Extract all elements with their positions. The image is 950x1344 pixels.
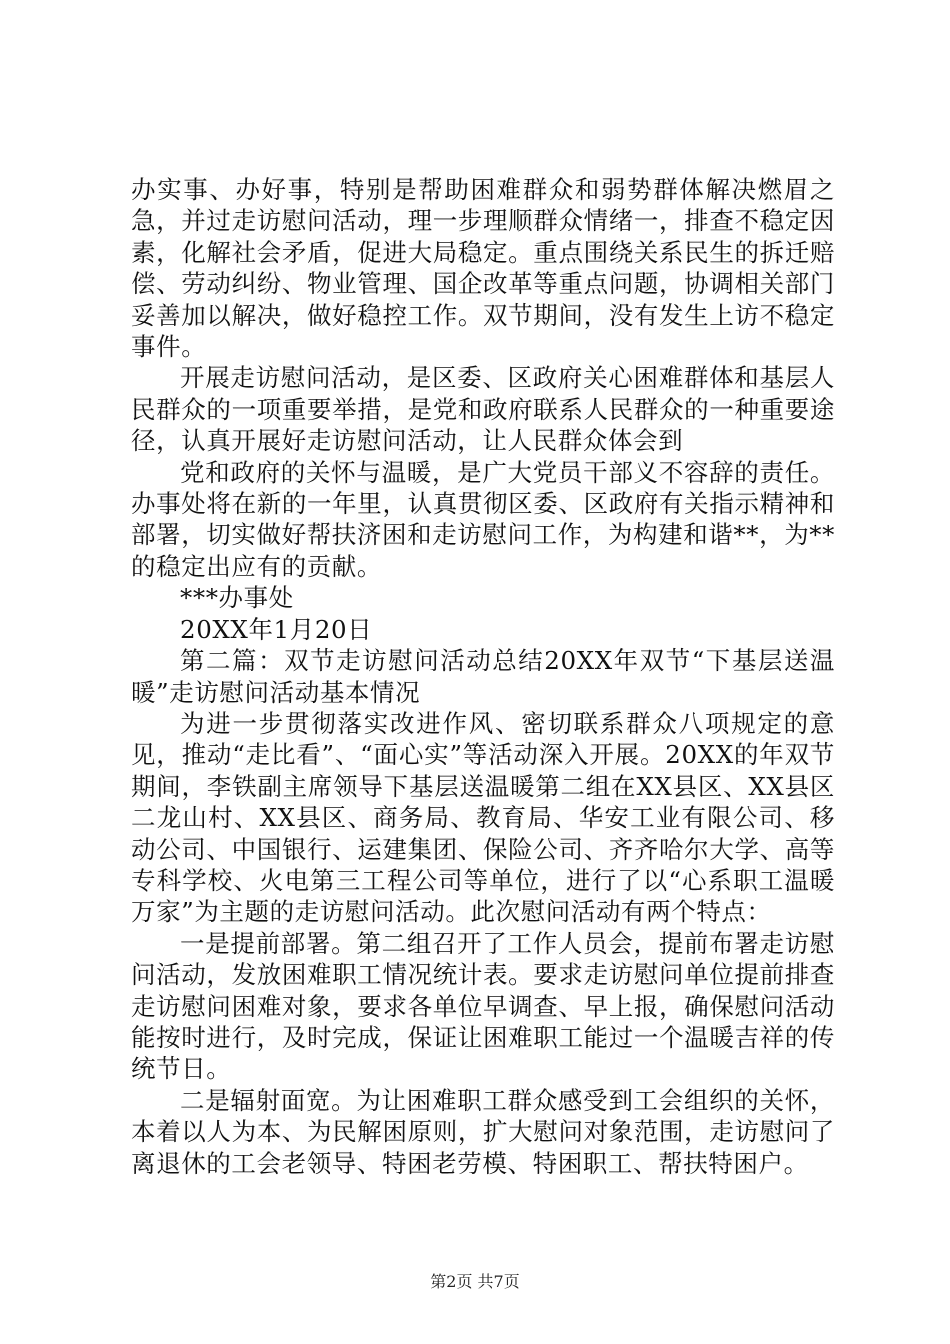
paragraph-visit-significance: 开展走访慰问活动，是区委、区政府关心困难群体和基层人民群众的一项重要举措，是党和政府联系人民群众的一种重要途径，认真开展好走访慰问活动，让人民群众体会到: [131, 363, 835, 456]
signature-office: ***办事处: [180, 583, 294, 613]
page-number-footer: 第2页 共7页: [430, 1272, 520, 1291]
document-body: [131, 174, 835, 1179]
section-heading-part-two: 第二篇：双节走访慰问活动总结20XX年双节“下基层送温暖”走访慰问活动基本情况: [131, 646, 835, 707]
paragraph-activity-overview: 为进一步贯彻落实改进作风、密切联系群众八项规定的意见，推动“走比看”、“面心实”等活动深入开展。20XX的年双节期间，李铁副主席领导下基层送温暖第二组在XX县区、XX县区二龙山村、XX县区、商务局、教育局、华安工业有限公司、移动公司、中国银行、运建集团、保险公司、齐齐哈尔大学、高等专科学校、火电第三工程公司等单位，进行了以“心系职工温暖万家”为主题的走访慰问活动。此次慰问活动有两个特点：: [131, 708, 835, 927]
paragraph-party-care: 党和政府的关怀与温暖，是广大党员干部义不容辞的责任。办事处将在新的一年里，认真贯彻区委、区政府有关指示精神和部署，切实做好帮扶济困和走访慰问工作，为构建和谐**，为**的稳定出应有的贡献。: [131, 457, 835, 581]
signature-date: 20XX年1月20日: [180, 614, 373, 644]
paragraph-feature-one: 一是提前部署。第二组召开了工作人员会，提前布署走访慰问活动，发放困难职工情况统计表。要求走访慰问单位提前排查走访慰问困难对象，要求各单位早调查、早上报，确保慰问活动能按时进行，及时完成，保证让困难职工能过一个温暖吉祥的传统节日。: [131, 928, 835, 1084]
paragraph-feature-two: 二是辐射面宽。为让困难职工群众感受到工会组织的关怀，本着以人为本、为民解困原则，扩大慰问对象范围，走访慰问了离退休的工会老领导、特困老劳模、特困职工、帮扶特困户。: [131, 1085, 835, 1178]
paragraph-continuation: 办实事、办好事，特别是帮助困难群众和弱势群体解决燃眉之急，并过走访慰问活动，理一步理顺群众情绪一，排查不稳定因素，化解社会矛盾，促进大局稳定。重点围绕关系民生的拆迁赔偿、劳动纠纷、物业管理、国企改革等重点问题，协调相关部门妥善加以解决，做好稳控工作。双节期间，没有发生上访不稳定事件。: [131, 175, 835, 362]
